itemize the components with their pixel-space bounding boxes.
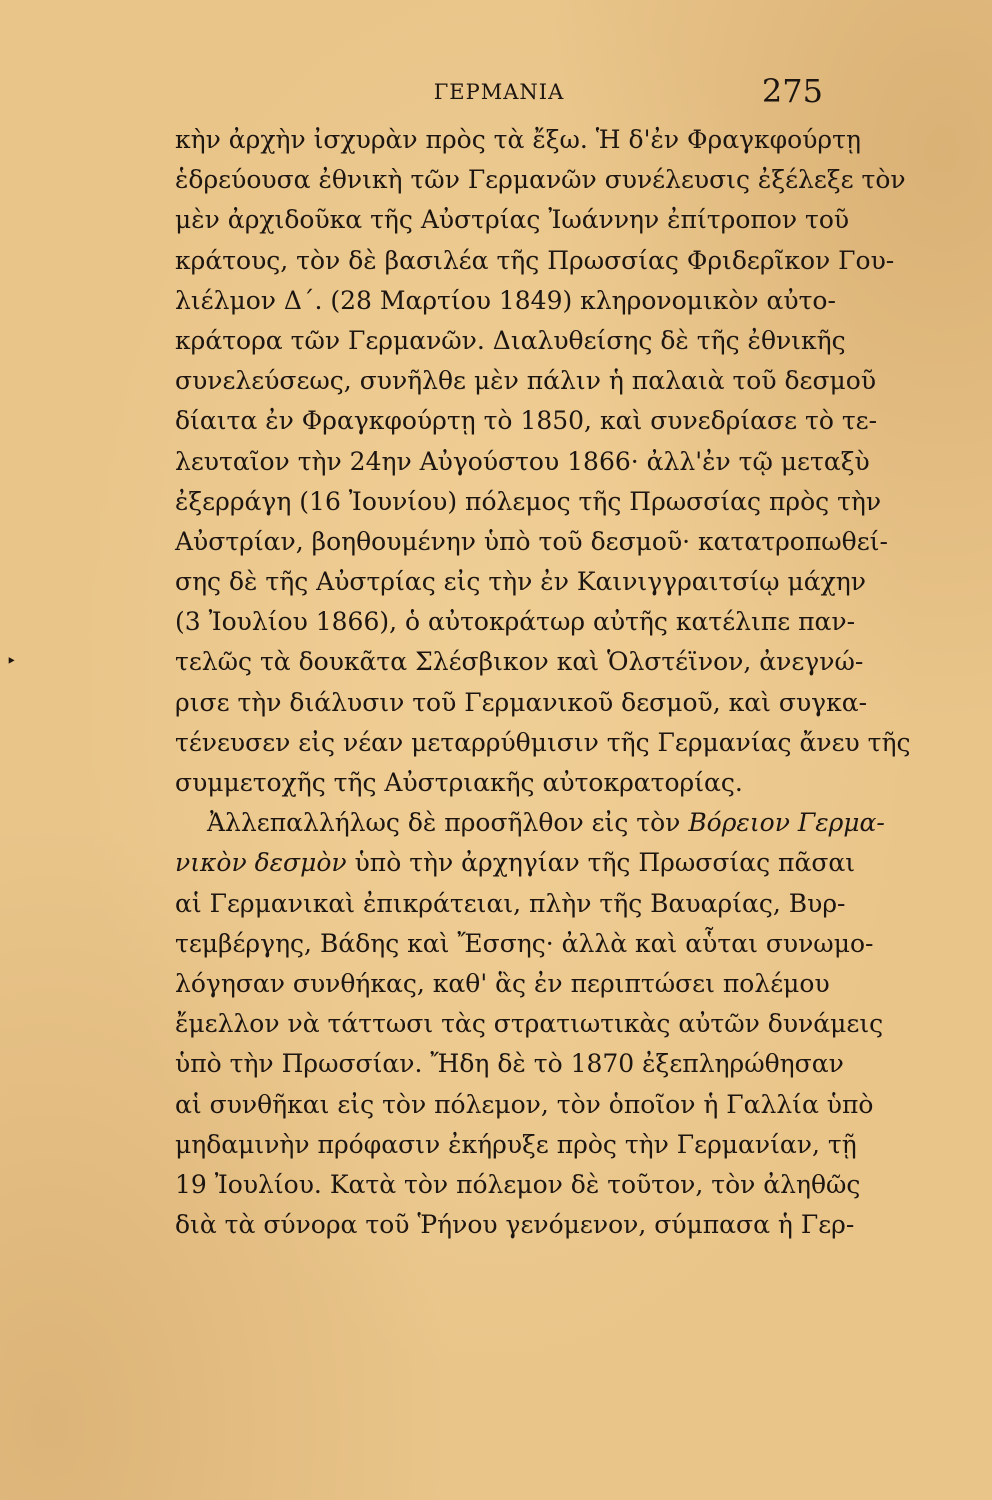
text-line: τένευσεν εἰς νέαν μεταρρύθμισιν τῆς Γερμανίας ἄνευ τῆς [175,727,911,757]
text-line: λιέλμον Δ΄. (28 Μαρτίου 1849) κληρονομικὸν αὐτο- [175,285,836,315]
italic-text: Βόρειον Γερμα- [688,808,885,838]
text-line: αἱ Γερμανικαὶ ἐπικράτειαι, πλὴν τῆς Βαυαρίας, Βυρ- [175,888,846,918]
text-line: τεμβέργης, Βάδης καὶ Ἔσσης· ἀλλὰ καὶ αὗται συνωμο- [175,928,874,958]
text-line: λευταῖον τὴν 24ην Αὐγούστου 1866· ἀλλ'ἐν τῷ μεταξὺ [175,446,870,476]
text-line: μὲν ἀρχιδοῦκα τῆς Αὐστρίας Ἰωάννην ἐπίτροπον τοῦ [175,205,850,235]
margin-mark: ‣ [6,651,17,672]
text-line: σης δὲ τῆς Αὐστρίας εἰς τὴν ἐν Καινιγγραιτσίῳ μάχην [175,567,866,597]
text-line: κράτους, τὸν δὲ βασιλέα τῆς Πρωσσίας Φριδερῖκον Γου- [175,245,895,275]
text-line: (3 Ἰουλίου 1866), ὁ αὐτοκράτωρ αὐτῆς κατέλιπε παν- [175,607,856,637]
text-line: λόγησαν συνθήκας, καθ' ἃς ἐν περιπτώσει πολέμου [175,968,830,998]
text-line: ὑπὸ τὴν Πρωσσίαν. Ἤδη δὲ τὸ 1870 ἐξεπληρώθησαν [175,1049,844,1079]
text-run: Ἀλλεπαλλήλως δὲ προσῆλθον εἰς τὸν [207,808,689,838]
text-line: κὴν ἀρχὴν ἰσχυρὰν πρὸς τὰ ἔξω. Ἡ δ'ἐν Φραγκφούρτῃ [175,125,861,154]
text-line: αἱ συνθῆκαι εἰς τὸν πόλεμον, τὸν ὁποῖον ἡ Γαλλία ὑπὸ [175,1089,874,1119]
text-line: συνελεύσεως, συνῆλθε μὲν πάλιν ἡ παλαιὰ τοῦ δεσμοῦ [175,366,877,396]
page-number: 275 [761,72,823,110]
italic-text: νικὸν δεσμὸν [175,848,347,878]
text-line: δίαιτα ἐν Φραγκφούρτῃ τὸ 1850, καὶ συνεδρίασε τὸ τε- [175,406,878,436]
running-head [175,68,823,108]
text-line: συμμετοχῆς τῆς Αὐστριακῆς αὐτοκρατορίας. [175,768,743,797]
text-line: ρισε τὴν διάλυσιν τοῦ Γερμανικοῦ δεσμοῦ, καὶ συγκα- [175,687,868,717]
text-run: ὑπὸ τὴν ἀρχηγίαν τῆς Πρωσσίας πᾶσαι [346,848,856,878]
text-line: κράτορα τῶν Γερμανῶν. Διαλυθείσης δὲ τῆς ἐθνικῆς [175,325,846,355]
text-line: ἑδρεύουσα ἐθνικὴ τῶν Γερμανῶν συνέλευσις ἐξέλεξε τὸν [175,165,906,195]
paragraph-first-line [175,803,885,843]
text-line: ἐξερράγη (16 Ἰουνίου) πόλεμος τῆς Πρωσσίας πρὸς τὴν [175,486,882,516]
text-line: διὰ τὰ σύνορα τοῦ Ῥήνου γενόμενον, σύμπασα ἡ Γερ- [175,1210,855,1240]
text-line: Αὐστρίαν, βοηθουμένην ὑπὸ τοῦ δεσμοῦ· κατατροπωθεί- [175,526,888,556]
body-text [175,120,911,1245]
text-line: μηδαμινὴν πρόφασιν ἐκήρυξε πρὸς τὴν Γερμανίαν, τῇ [175,1129,857,1159]
running-title: ΓΕΡΜΑΝΙΑ [433,80,565,104]
text-line [175,843,856,883]
text-line: 19 Ἰουλίου. Κατὰ τὸν πόλεμον δὲ τοῦτον, τὸν ἀληθῶς [175,1169,861,1199]
text-line: ἔμελλον νὰ τάττωσι τὰς στρατιωτικὰς αὐτῶν δυνάμεις [175,1009,884,1039]
text-line: τελῶς τὰ δουκᾶτα Σλέσβικον καὶ Ὁλστέϊνον, ἀνεγνώ- [175,647,864,677]
